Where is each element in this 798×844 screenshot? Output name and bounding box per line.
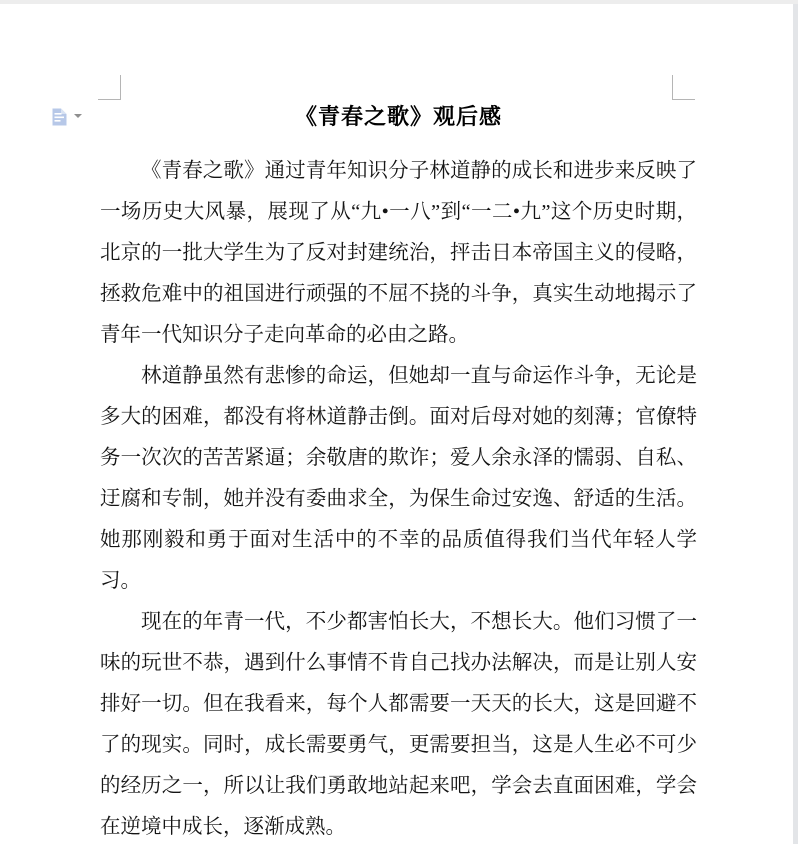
window-top-edge: [0, 0, 798, 4]
paragraph-1: 《青春之歌》通过青年知识分子林道静的成长和进步来反映了一场历史大风暴，展现了从“九•一八”到“一二•九”这个历史时期，北京的一批大学生为了反对封建统治，抨击日本帝国主义的侵略，拯救危难中的祖国进行顽强的不屈不挠的斗争，真实生动地揭示了青年一代知识分子走向革命的必由之路。: [100, 160, 697, 346]
page-title: 《青春之歌》观后感: [294, 104, 502, 129]
paste-options-icon: [52, 108, 67, 131]
document-page[interactable]: [100, 100, 697, 844]
text-boundary-mark-top-left: [98, 75, 121, 100]
paragraph-2: 林道静虽然有悲惨的命运，但她却一直与命运作斗争，无论是多大的困难，都没有将林道静击倒。面对后母对她的刻薄；官僚特务一次次的苦苦紧逼；余敬唐的欺诈；爱人余永泽的懦弱、自私、迂腐和专制，她并没有委曲求全，为保生命过安逸、舒适的生活。她那刚毅和勇于面对生活中的不幸的品质值得我们当代年轻人学习。: [100, 365, 697, 592]
document-body: [100, 151, 697, 844]
scrollbar[interactable]: [793, 4, 798, 844]
paragraph-3: 现在的年青一代，不少都害怕长大，不想长大。他们习惯了一味的玩世不恭，遇到什么事情不肯自己找办法解决，而是让别人安排好一切。但在我看来，每个人都需要一天天的长大，这是回避不了的现实。同时，成长需要勇气，更需要担当，这是人生必不可少的经历之一，所以让我们勇敢地站起来吧，学会去直面困难，学会在逆境中成长，逐渐成熟。: [100, 611, 697, 838]
chevron-down-icon[interactable]: [74, 114, 82, 118]
paste-options-button[interactable]: [52, 108, 82, 131]
text-boundary-mark-top-right: [672, 75, 695, 100]
